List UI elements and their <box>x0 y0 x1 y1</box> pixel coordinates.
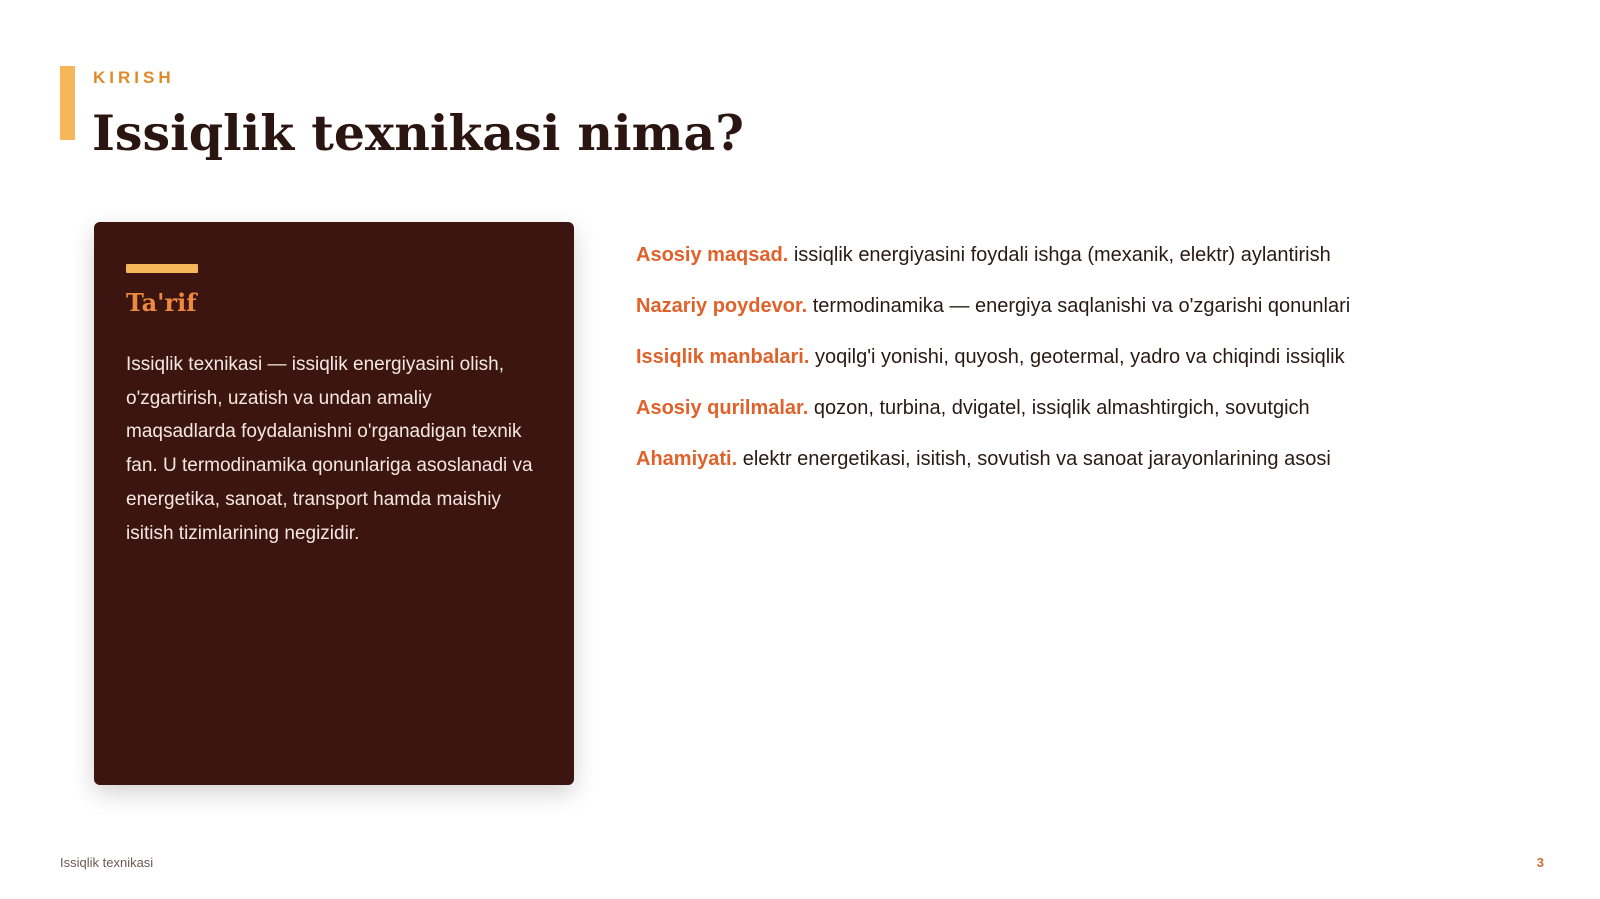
list-item-term: Nazariy poydevor. <box>636 295 808 317</box>
card-title: Ta'rif <box>126 288 197 317</box>
list-item <box>636 240 1556 291</box>
definition-card <box>94 222 574 785</box>
list-item <box>636 393 1556 444</box>
key-points-list <box>636 240 1556 495</box>
page-title: Issiqlik texnikasi nima? <box>92 104 744 162</box>
title-accent-bar <box>60 66 75 140</box>
list-item <box>636 342 1556 393</box>
list-item-text: termodinamika — energiya saqlanishi va o'zgarishi qonunlari <box>812 295 1351 317</box>
list-item-text: elektr energetikasi, isitish, sovutish va sanoat jarayonlarining asosi <box>742 448 1331 470</box>
list-item-term: Ahamiyati. <box>636 448 738 470</box>
page-number: 3 <box>1536 855 1544 870</box>
list-item-text: yoqilg'i yonishi, quyosh, geotermal, yadro va chiqindi issiqlik <box>814 346 1345 368</box>
list-item-text: issiqlik energiyasini foydali ishga (mexanik, elektr) aylantirish <box>793 244 1331 266</box>
list-item <box>636 444 1556 495</box>
list-item-text: qozon, turbina, dvigatel, issiqlik almashtirgich, sovutgich <box>813 397 1310 419</box>
list-item-term: Asosiy maqsad. <box>636 244 789 266</box>
card-text: Issiqlik texnikasi — issiqlik energiyasini olish, o'zgartirish, uzatish va undan amaliy maqsadlarda foydalanishni o'rganadigan texnik fan. U termodinamika qonunlariga asoslanadi va energetika, sanoat, transport hamda maishiy isitish tizimlarining negizidir. <box>126 354 533 544</box>
card-accent-bar <box>126 264 198 273</box>
section-kicker: KIRISH <box>93 68 175 87</box>
list-item <box>636 291 1556 342</box>
footer-title: Issiqlik texnikasi <box>60 855 154 870</box>
list-item-term: Issiqlik manbalari. <box>636 346 810 368</box>
list-item-term: Asosiy qurilmalar. <box>636 397 809 419</box>
